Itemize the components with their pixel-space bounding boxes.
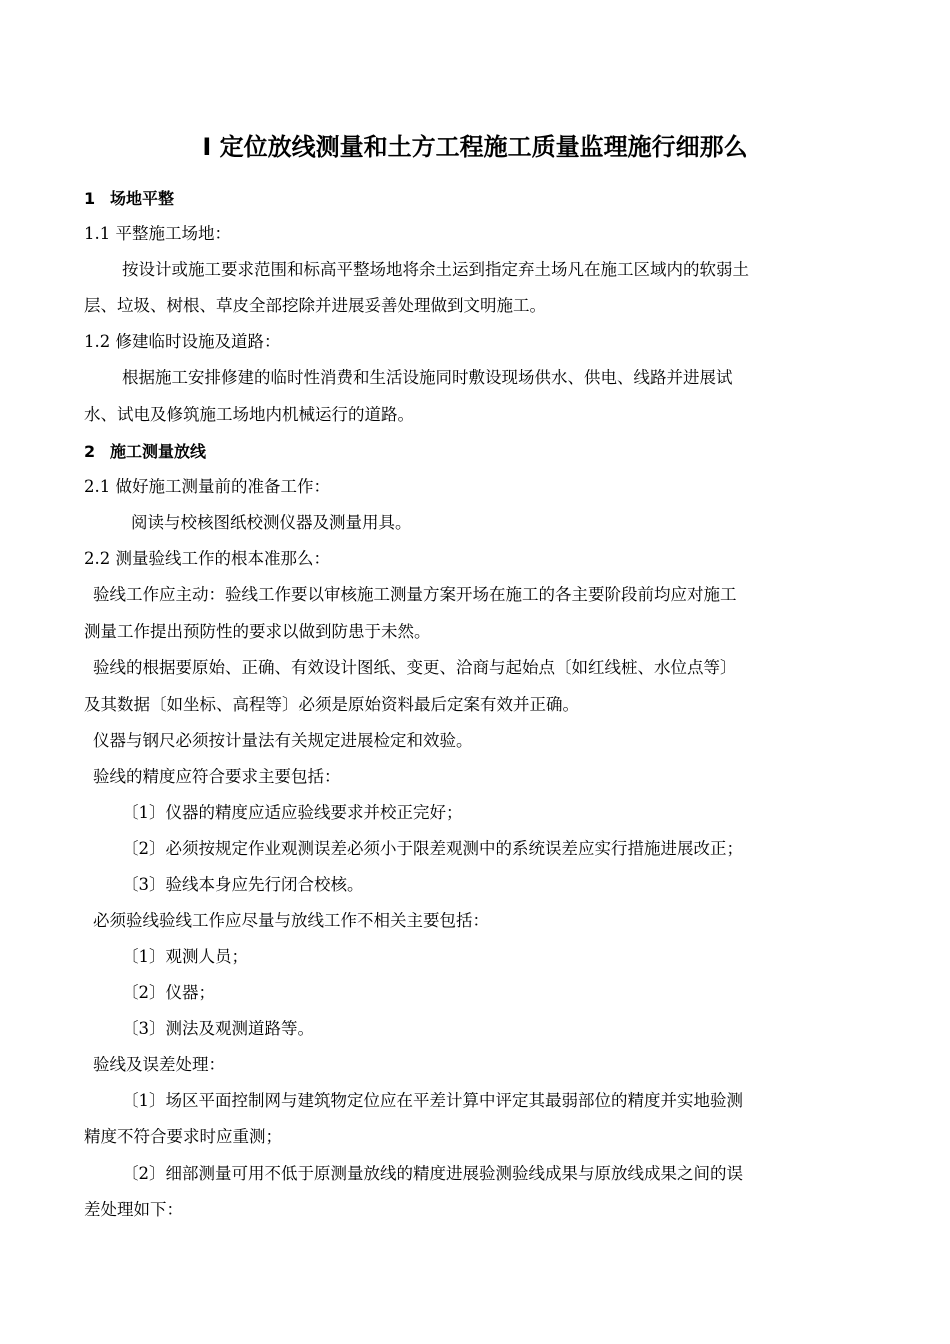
paragraph-line: 差处理如下： xyxy=(84,1200,183,1219)
paragraph-line: 层、垃圾、树根、草皮全部挖除并进展妥善处理做到文明施工。 xyxy=(84,296,546,315)
numbered-item: 〔1〕观测人员； xyxy=(122,947,248,966)
subsection-heading: 2.1 做好施工测量前的准备工作： xyxy=(84,477,330,496)
numbered-item: 〔2〕细部测量可用不低于原测量放线的精度进展验测验线成果与原放线成果之间的误 xyxy=(122,1164,743,1183)
section-heading-1 xyxy=(84,188,174,210)
paragraph-line: 及其数据〔如坐标、高程等〕必须是原始资料最后定案有效并正确。 xyxy=(84,695,579,714)
paragraph-line: 水、试电及修筑施工场地内机械运行的道路。 xyxy=(84,405,414,424)
list-item: 验线及误差处理： xyxy=(93,1055,225,1074)
list-item: 验线工作应主动：验线工作要以审核施工测量方案开场在施工的各主要阶段前均应对施工 xyxy=(93,585,737,604)
section-title: 场地平整 xyxy=(110,189,175,208)
section-number: 2 xyxy=(84,442,96,461)
subsection-heading: 1.2 修建临时设施及道路： xyxy=(84,332,281,351)
list-item: 必须验线验线工作应尽量与放线工作不相关主要包括： xyxy=(93,911,489,930)
numbered-item: 〔2〕仪器； xyxy=(122,983,215,1002)
section-title: 施工测量放线 xyxy=(110,442,207,461)
numbered-item: 〔3〕测法及观测道路等。 xyxy=(122,1019,314,1038)
paragraph-line: 精度不符合要求时应重测； xyxy=(84,1127,282,1146)
paragraph-line: 测量工作提出预防性的要求以做到防患于未然。 xyxy=(84,622,431,641)
numbered-item: 〔2〕必须按规定作业观测误差必须小于限差观测中的系统误差应实行措施进展改正； xyxy=(122,839,743,858)
section-number: 1 xyxy=(84,189,96,208)
list-item: 验线的精度应符合要求主要包括： xyxy=(93,767,341,786)
numbered-item: 〔1〕仪器的精度应适应验线要求并校正完好； xyxy=(122,803,463,822)
list-item: 验线的根据要原始、正确、有效设计图纸、变更、洽商与起始点〔如红线桩、水位点等〕 xyxy=(93,658,737,677)
document-title: Ⅰ 定位放线测量和土方工程施工质量监理施行细那么 xyxy=(202,133,748,161)
list-item: 仪器与钢尺必须按计量法有关规定进展检定和效验。 xyxy=(93,731,473,750)
paragraph-line: 阅读与校核图纸校测仪器及测量用具。 xyxy=(131,513,412,532)
subsection-heading: 2.2 测量验线工作的根本准那么： xyxy=(84,549,330,568)
numbered-item: 〔1〕场区平面控制网与建筑物定位应在平差计算中评定其最弱部位的精度并实地验测 xyxy=(122,1091,743,1110)
numbered-item: 〔3〕验线本身应先行闭合校核。 xyxy=(122,875,364,894)
subsection-heading: 1.1 平整施工场地： xyxy=(84,224,231,243)
paragraph-line: 根据施工安排修建的临时性消费和生活设施同时敷设现场供水、供电、线路并进展试 xyxy=(122,368,733,387)
section-heading-2 xyxy=(84,441,206,463)
paragraph-line: 按设计或施工要求范围和标高平整场地将余土运到指定弃土场凡在施工区域内的软弱土 xyxy=(122,260,749,279)
